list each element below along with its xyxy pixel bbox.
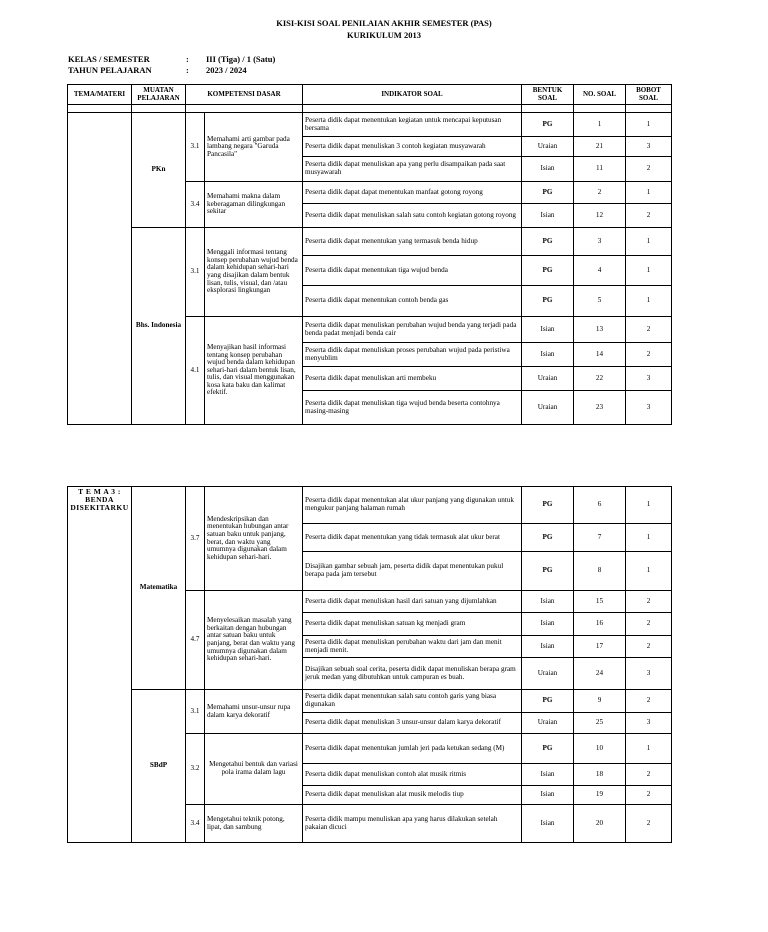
- bobot-cell: 1: [626, 256, 672, 286]
- muatan-pkn: PKn: [132, 113, 186, 228]
- bobot-cell: 2: [626, 591, 672, 613]
- bobot-cell: 2: [626, 343, 672, 367]
- bentuk-cell: Isian: [522, 786, 574, 805]
- bobot-cell: 1: [626, 113, 672, 137]
- no-soal-cell: 16: [574, 613, 626, 636]
- kd-text: Menyajikan hasil informasi tentang konsep perubahan wujud benda dalam kehidupan sehari-hari dalam bentuk lisan, tulis, dan visual menggunakan kosa kata baku dan kalimat efektif.: [205, 317, 303, 425]
- bobot-cell: 2: [626, 805, 672, 843]
- bobot-cell: 1: [626, 228, 672, 256]
- bobot-cell: 1: [626, 487, 672, 524]
- kd-number: 3.1: [186, 690, 205, 734]
- indikator-cell: Peserta didik dapat menentukan jumlah jeri pada ketukan sedang (M): [303, 734, 522, 764]
- indikator-cell: Peserta didik dapat menuliskan apa yang perlu disampaikan pada saat musyawarah: [303, 157, 522, 182]
- bobot-cell: 2: [626, 157, 672, 182]
- no-soal-cell: 17: [574, 636, 626, 658]
- bentuk-cell: PG: [522, 734, 574, 764]
- bobot-cell: 2: [626, 636, 672, 658]
- bentuk-cell: PG: [522, 524, 574, 552]
- document-subtitle: KURIKULUM 2013: [347, 30, 421, 40]
- no-soal-cell: 12: [574, 204, 626, 228]
- kd-text: Memahami unsur-unsur rupa dalam karya dekoratif: [205, 690, 303, 734]
- no-soal-cell: 20: [574, 805, 626, 843]
- bentuk-cell: Uraian: [522, 137, 574, 157]
- kd-number: 4.7: [186, 591, 205, 690]
- header-bobot: BOBOT SOAL: [626, 85, 672, 105]
- no-soal-cell: 6: [574, 487, 626, 524]
- indikator-cell: Peserta didik dapat menentukan yang tidak termasuk alat ukur berat: [303, 524, 522, 552]
- kd-number: 3.4: [186, 182, 205, 228]
- bobot-cell: 3: [626, 367, 672, 391]
- table-row: [68, 690, 672, 713]
- document-title: KISI-KISI SOAL PENILAIAN AKHIR SEMESTER (PAS): [276, 18, 492, 28]
- bobot-cell: 1: [626, 552, 672, 591]
- no-soal-cell: 25: [574, 713, 626, 734]
- kd-number: 3.7: [186, 487, 205, 591]
- tema-cell: T E M A 3 : BENDA DISEKITARKU: [68, 487, 132, 843]
- indikator-cell: Peserta didik dapat menuliskan hasil dari satuan yang dijumlahkan: [303, 591, 522, 613]
- no-soal-cell: 21: [574, 137, 626, 157]
- indikator-cell: Peserta didik dapat menentukan tiga wujud benda: [303, 256, 522, 286]
- bobot-cell: 1: [626, 734, 672, 764]
- table-row: [68, 113, 672, 137]
- muatan-matematika: Matematika: [132, 487, 186, 690]
- bentuk-cell: PG: [522, 690, 574, 713]
- no-soal-cell: 4: [574, 256, 626, 286]
- bobot-cell: 2: [626, 786, 672, 805]
- indikator-cell: Peserta didik dapat menuliskan satuan kg menjadi gram: [303, 613, 522, 636]
- spacer-cell: [522, 105, 574, 113]
- bentuk-cell: Uraian: [522, 391, 574, 425]
- header-indikator: INDIKATOR SOAL: [303, 85, 522, 105]
- header-no-soal: NO. SOAL: [574, 85, 626, 105]
- no-soal-cell: 8: [574, 552, 626, 591]
- no-soal-cell: 24: [574, 658, 626, 690]
- bentuk-cell: Uraian: [522, 713, 574, 734]
- no-soal-cell: 3: [574, 228, 626, 256]
- no-soal-cell: 22: [574, 367, 626, 391]
- table-row: [68, 487, 672, 524]
- bentuk-cell: Isian: [522, 636, 574, 658]
- tema-cell: [68, 113, 132, 425]
- no-soal-cell: 15: [574, 591, 626, 613]
- kd-number: 3.1: [186, 113, 205, 182]
- bentuk-cell: Isian: [522, 591, 574, 613]
- spacer-row: [68, 105, 672, 113]
- table-row: [68, 228, 672, 256]
- bobot-cell: 1: [626, 286, 672, 317]
- spacer-cell: [574, 105, 626, 113]
- bentuk-cell: PG: [522, 552, 574, 591]
- bobot-cell: 3: [626, 658, 672, 690]
- bobot-cell: 1: [626, 182, 672, 204]
- no-soal-cell: 2: [574, 182, 626, 204]
- indikator-cell: Peserta didik dapat menuliskan arti membeku: [303, 367, 522, 391]
- kd-text: Menggali informasi tentang konsep perubahan wujud benda dalam kehidupan sehari-hari yang disajikan dalam bentuk lisan, tulis, visual, dan /atau eksplorasi lingkungan: [205, 228, 303, 317]
- indikator-cell: Peserta didik dapat menuliskan alat musik melodis tiup: [303, 786, 522, 805]
- bentuk-cell: Isian: [522, 317, 574, 343]
- header-tema: TEMA/MATERI: [68, 85, 132, 105]
- header-bentuk: BENTUK SOAL: [522, 85, 574, 105]
- bobot-cell: 3: [626, 391, 672, 425]
- spacer-cell: [186, 105, 303, 113]
- spacer-cell: [626, 105, 672, 113]
- kd-number: 3.4: [186, 805, 205, 843]
- no-soal-cell: 7: [574, 524, 626, 552]
- no-soal-cell: 1: [574, 113, 626, 137]
- no-soal-cell: 10: [574, 734, 626, 764]
- bentuk-cell: Isian: [522, 157, 574, 182]
- no-soal-cell: 9: [574, 690, 626, 713]
- bentuk-cell: PG: [522, 182, 574, 204]
- kd-number: 3.2: [186, 734, 205, 805]
- indikator-cell: Peserta didik dapat menuliskan salah satu contoh kegiatan gotong royong: [303, 204, 522, 228]
- no-soal-cell: 5: [574, 286, 626, 317]
- bentuk-cell: Isian: [522, 805, 574, 843]
- indikator-cell: Peserta didik dapat menentukan contoh benda gas: [303, 286, 522, 317]
- bentuk-cell: Isian: [522, 613, 574, 636]
- kd-text: Mengetahui bentuk dan variasi pola irama dalam lagu: [205, 734, 303, 805]
- bobot-cell: 3: [626, 713, 672, 734]
- spacer-cell: [68, 105, 132, 113]
- muatan-sbdp: SBdP: [132, 690, 186, 843]
- no-soal-cell: 19: [574, 786, 626, 805]
- kelas-value: III (Tiga) / 1 (Satu): [206, 54, 276, 64]
- indikator-cell: Peserta didik mampu menuliskan apa yang harus dilakukan setelah pakaian dicuci: [303, 805, 522, 843]
- indikator-cell: Peserta didik dapat menentukan yang termasuk benda hidup: [303, 228, 522, 256]
- indikator-cell: Peserta didik dapat dapat menentukan manfaat gotong royong: [303, 182, 522, 204]
- indikator-cell: Peserta didik dapat menuliskan proses perubahan wujud pada peristiwa menyublim: [303, 343, 522, 367]
- bentuk-cell: PG: [522, 286, 574, 317]
- kd-text: Memahami makna dalam keberagaman dilingkungan sekitar: [205, 182, 303, 228]
- kelas-label: KELAS / SEMESTER: [68, 54, 150, 64]
- kd-number: 3.1: [186, 228, 205, 317]
- indikator-cell: Peserta didik dapat menentukan salah satu contoh garis yang biasa digunakan: [303, 690, 522, 713]
- kisi-kisi-table-1: [67, 84, 672, 425]
- bentuk-cell: Isian: [522, 343, 574, 367]
- indikator-cell: Disajikan gambar sebuah jam, peserta didik dapat menentukan pukul berapa pada jam tersebut: [303, 552, 522, 591]
- bobot-cell: 2: [626, 764, 672, 786]
- bobot-cell: 1: [626, 524, 672, 552]
- bobot-cell: 2: [626, 690, 672, 713]
- bentuk-cell: PG: [522, 256, 574, 286]
- spacer-cell: [132, 105, 186, 113]
- muatan-bhs-indonesia: Bhs. Indonesia: [132, 228, 186, 425]
- indikator-cell: Peserta didik dapat menuliskan perubahan wujud benda yang terjadi pada benda padat menjadi benda cair: [303, 317, 522, 343]
- bobot-cell: 2: [626, 317, 672, 343]
- indikator-cell: Peserta didik dapat menuliskan perubahan waktu dari jam dan menit menjadi menit.: [303, 636, 522, 658]
- indikator-cell: Peserta didik dapat menuliskan 3 unsur-unsur dalam karya dekoratif: [303, 713, 522, 734]
- kd-text: Memahami arti gambar pada lambang negara "Garuda Pancasila": [205, 113, 303, 182]
- kd-number: 4.1: [186, 317, 205, 425]
- header-kompetensi: KOMPETENSI DASAR: [186, 85, 303, 105]
- bentuk-cell: PG: [522, 113, 574, 137]
- kd-text: Menyelesaikan masalah yang berkaitan dengan hubungan antar satuan baku untuk panjang, berat dan waktu yang umumnya digunakan dalam kehidupan sehari-hari.: [205, 591, 303, 690]
- bobot-cell: 3: [626, 137, 672, 157]
- tahun-value: 2023 / 2024: [206, 65, 247, 75]
- bobot-cell: 2: [626, 613, 672, 636]
- bentuk-cell: Uraian: [522, 367, 574, 391]
- header-muatan: MUATAN PELAJARAN: [132, 85, 186, 105]
- indikator-cell: Peserta didik dapat menuliskan 3 contoh kegiatan musyawarah: [303, 137, 522, 157]
- tahun-separator: :: [186, 65, 189, 75]
- indikator-cell: Peserta didik dapat menentukan kegiatan untuk mencapai keputusan bersama: [303, 113, 522, 137]
- bentuk-cell: Isian: [522, 764, 574, 786]
- no-soal-cell: 13: [574, 317, 626, 343]
- bobot-cell: 2: [626, 204, 672, 228]
- indikator-cell: Peserta didik dapat menentukan alat ukur panjang yang digunakan untuk mengukur panjang halaman rumah: [303, 487, 522, 524]
- no-soal-cell: 23: [574, 391, 626, 425]
- bentuk-cell: Isian: [522, 204, 574, 228]
- spacer-cell: [303, 105, 522, 113]
- kisi-kisi-table-2: [67, 486, 672, 843]
- indikator-cell: Peserta didik dapat menuliskan tiga wujud benda beserta contohnya masing-masing: [303, 391, 522, 425]
- kelas-separator: :: [186, 54, 189, 64]
- no-soal-cell: 18: [574, 764, 626, 786]
- no-soal-cell: 14: [574, 343, 626, 367]
- kd-text: Mengetahui teknik potong, lipat, dan sambung: [205, 805, 303, 843]
- bentuk-cell: PG: [522, 487, 574, 524]
- tahun-label: TAHUN PELAJARAN: [68, 65, 152, 75]
- table-header-row: [68, 85, 672, 105]
- bentuk-cell: PG: [522, 228, 574, 256]
- kd-text: Mendeskripsikan dan menentukan hubungan antar satuan baku untuk panjang, berat, dan waktu yang umumnya digunakan dalam kehidupan sehari-hari.: [205, 487, 303, 591]
- indikator-cell: Peserta didik dapat menuliskan contoh alat musik ritmis: [303, 764, 522, 786]
- indikator-cell: Disajikan sebuah soal cerita, peserta didik dapat menuliskan berapa gram jeruk medan yang dibutuhkan untuk campuran es buah.: [303, 658, 522, 690]
- no-soal-cell: 11: [574, 157, 626, 182]
- bentuk-cell: Uraian: [522, 658, 574, 690]
